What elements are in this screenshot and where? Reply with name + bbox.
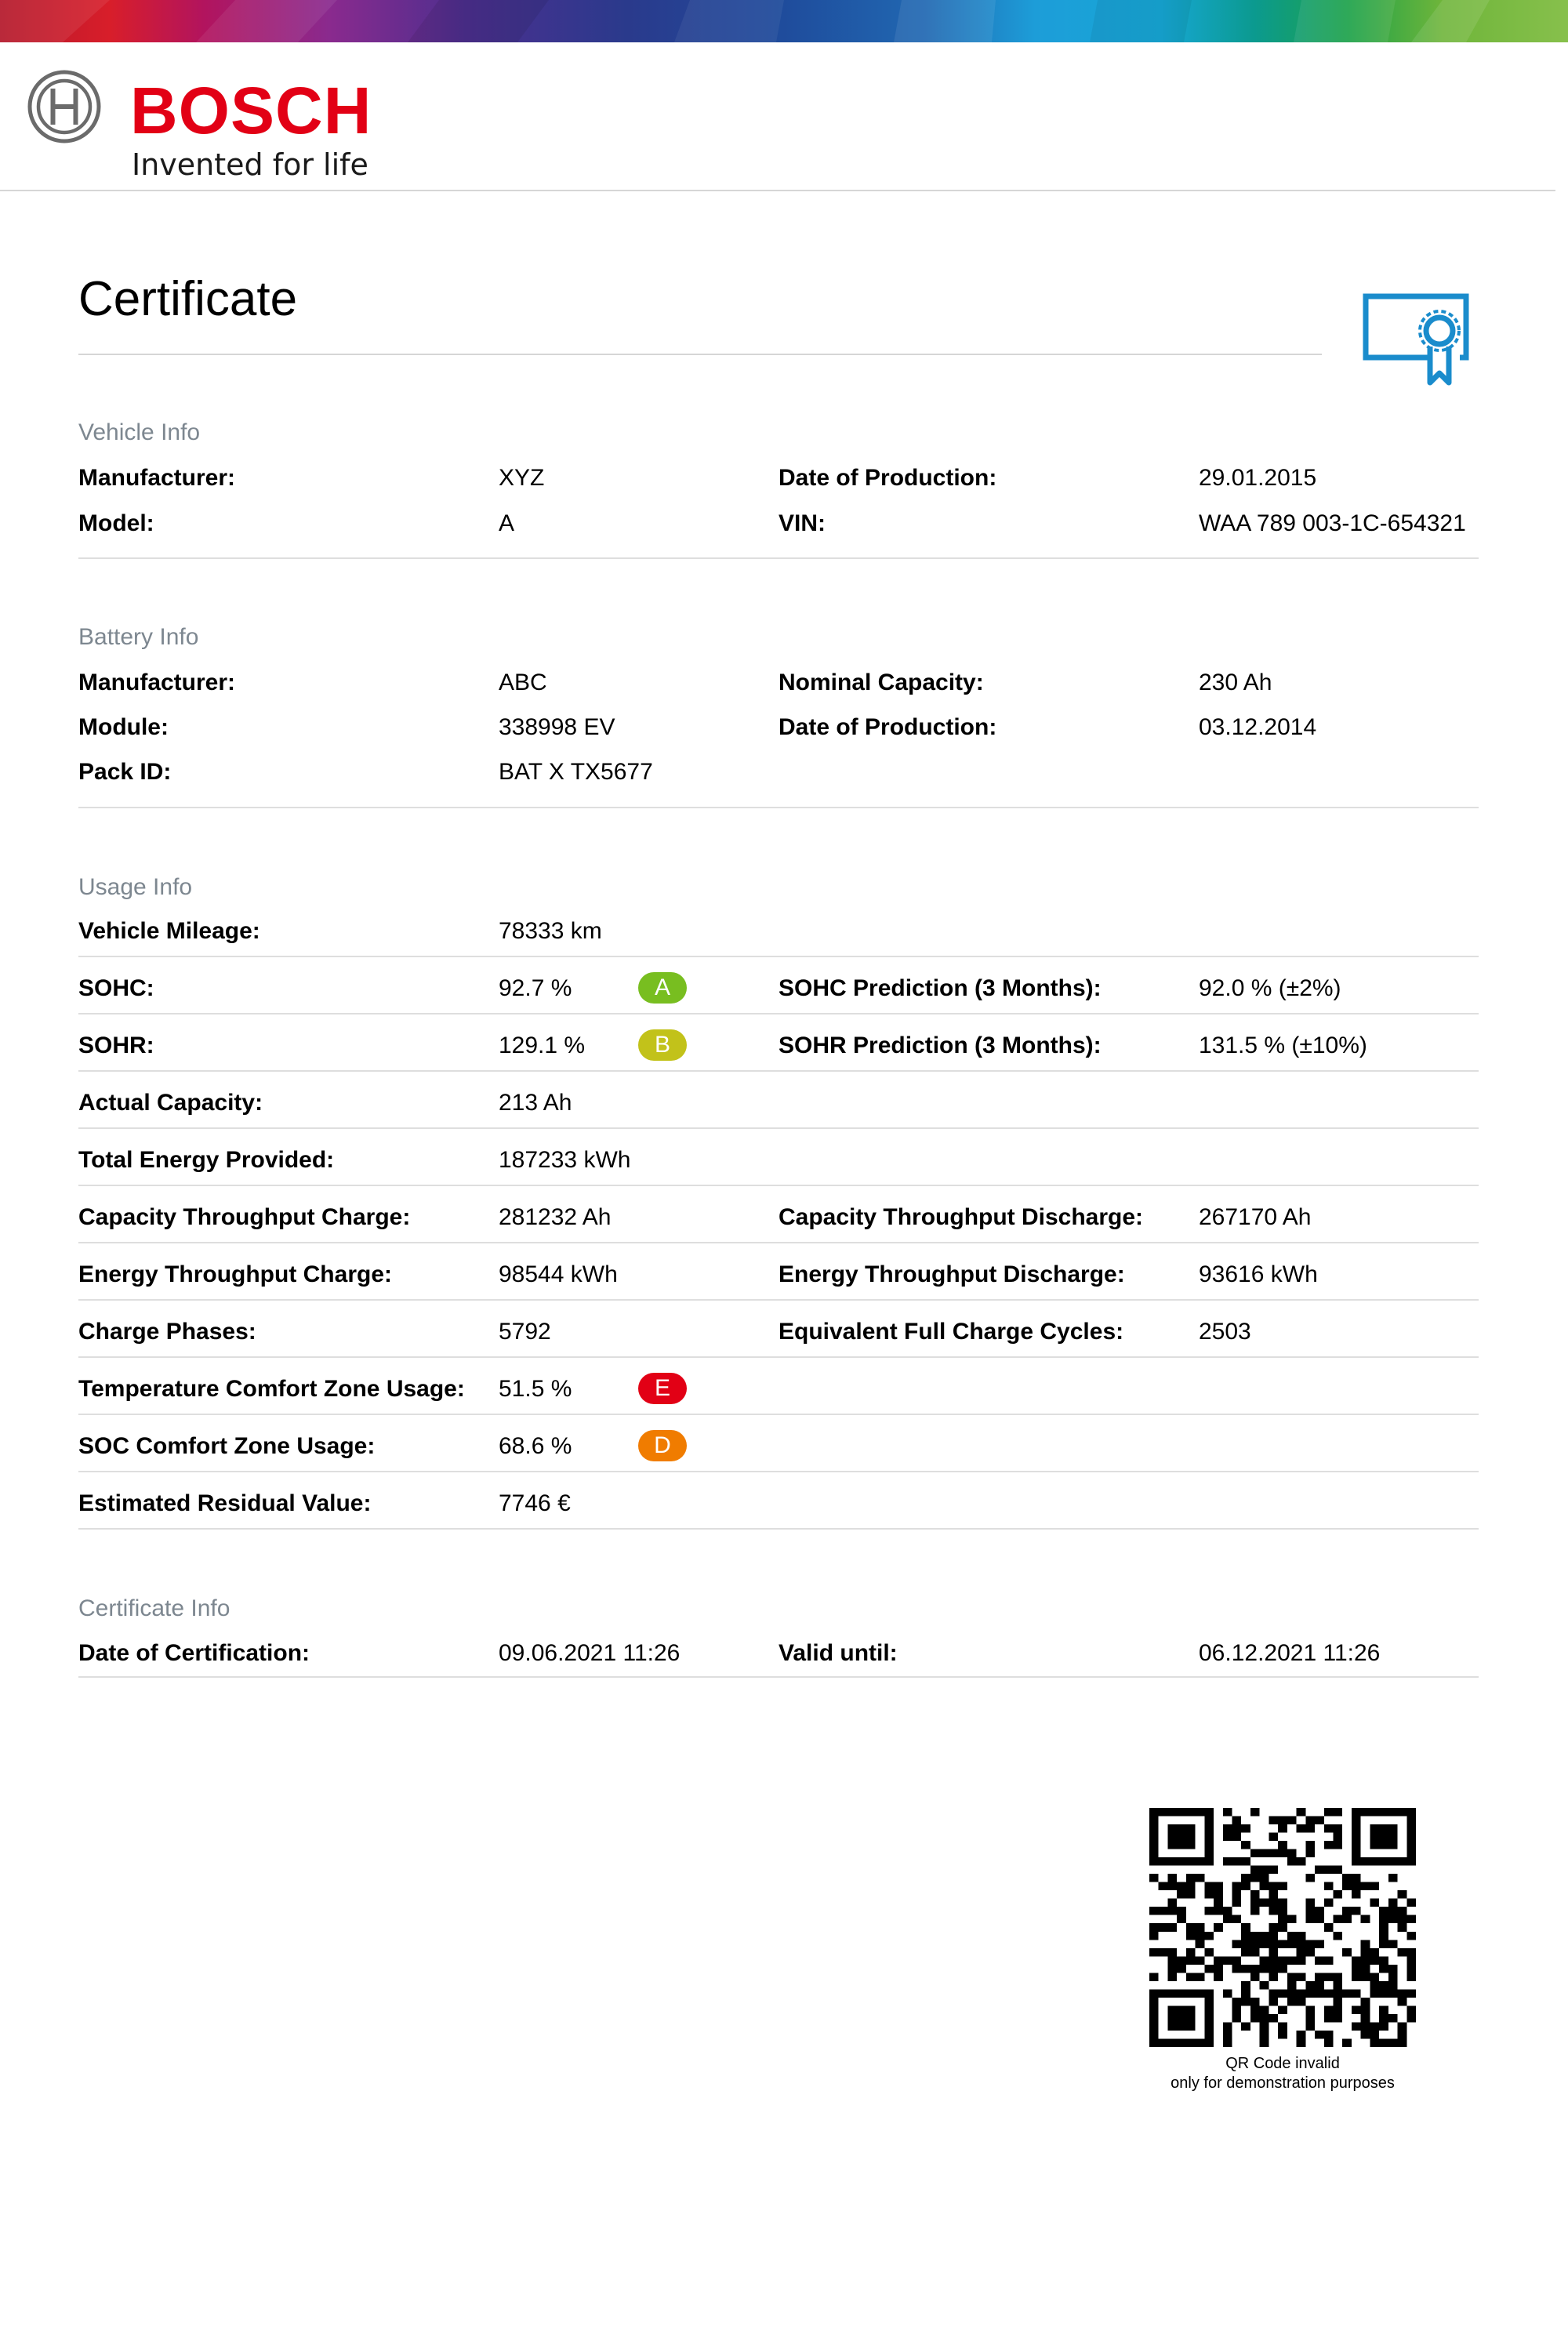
title-divider <box>78 354 1322 355</box>
page-title: Certificate <box>78 272 298 326</box>
brand-tagline: Invented for life <box>132 147 368 182</box>
field-label: Estimated Residual Value: <box>78 1490 372 1516</box>
field-label: Date of Production: <box>779 465 997 491</box>
usage-row-total-energy <box>78 1146 1479 1186</box>
section-divider <box>78 807 1479 808</box>
field-label: SOHR Prediction (3 Months): <box>779 1033 1102 1058</box>
field-label: Nominal Capacity: <box>779 670 984 695</box>
field-value: WAA 789 003-1C-654321 <box>1199 510 1466 536</box>
field-value: 338998 EV <box>499 714 615 740</box>
field-label: Model: <box>78 510 154 536</box>
field-label: Charge Phases: <box>78 1319 256 1345</box>
field-value: 68.6 % <box>499 1433 572 1459</box>
field-value: 09.06.2021 11:26 <box>499 1640 681 1666</box>
field-value: 06.12.2021 11:26 <box>1199 1640 1381 1666</box>
battery-row-pack-id <box>78 758 1479 813</box>
section-divider <box>78 557 1479 559</box>
field-label: Capacity Throughput Charge: <box>78 1204 411 1230</box>
field-label: SOHC: <box>78 975 154 1001</box>
section-title-certificate: Certificate Info <box>78 1595 230 1621</box>
certificate-icon <box>1361 292 1471 389</box>
field-label: Module: <box>78 714 169 740</box>
field-label: SOHC Prediction (3 Months): <box>779 975 1102 1001</box>
field-value: 213 Ah <box>499 1090 572 1116</box>
qr-code-icon <box>1149 1808 1416 2047</box>
field-label: Manufacturer: <box>78 670 236 695</box>
usage-row-energy-throughput <box>78 1261 1479 1301</box>
usage-row-actual-capacity <box>78 1089 1479 1129</box>
usage-row-mileage <box>78 917 1479 957</box>
field-label: Valid until: <box>779 1640 898 1666</box>
field-label: Vehicle Mileage: <box>78 918 260 944</box>
field-value: 29.01.2015 <box>1199 465 1317 491</box>
field-label: Capacity Throughput Discharge: <box>779 1204 1144 1230</box>
grade-badge: D <box>638 1430 687 1461</box>
field-value: 187233 kWh <box>499 1147 631 1173</box>
field-value: 267170 Ah <box>1199 1204 1312 1230</box>
field-label: Actual Capacity: <box>78 1090 263 1116</box>
field-label: Equivalent Full Charge Cycles: <box>779 1319 1124 1345</box>
bosch-armature-icon <box>27 69 102 144</box>
field-value: 281232 Ah <box>499 1204 612 1230</box>
field-label: Energy Throughput Charge: <box>78 1261 392 1287</box>
usage-row-soc-comfort <box>78 1432 1479 1472</box>
field-label: Total Energy Provided: <box>78 1147 335 1173</box>
field-label: SOHR: <box>78 1033 154 1058</box>
field-label: VIN: <box>779 510 826 536</box>
field-value: 98544 kWh <box>499 1261 618 1287</box>
vehicle-row-model <box>78 510 1479 564</box>
field-value: 5792 <box>499 1319 551 1345</box>
field-value: BAT X TX5677 <box>499 759 653 785</box>
field-value: 51.5 % <box>499 1376 572 1402</box>
usage-row-capacity-throughput <box>78 1203 1479 1243</box>
field-label: Pack ID: <box>78 759 172 785</box>
field-value: ABC <box>499 670 547 695</box>
field-value: 78333 km <box>499 918 602 944</box>
certificate-row-dates <box>78 1639 1479 1678</box>
field-value: 92.0 % (±2%) <box>1199 975 1341 1001</box>
grade-badge: E <box>638 1373 687 1404</box>
section-title-usage: Usage Info <box>78 874 193 900</box>
usage-row-temperature-comfort <box>78 1375 1479 1415</box>
field-label: SOC Comfort Zone Usage: <box>78 1433 376 1459</box>
qr-note-line2: only for demonstration purposes <box>1171 2074 1395 2092</box>
brand-name: BOSCH <box>130 74 372 147</box>
usage-row-sohr <box>78 1032 1479 1072</box>
brand-color-stripe <box>0 0 1568 42</box>
field-value: 93616 kWh <box>1199 1261 1318 1287</box>
field-value: 03.12.2014 <box>1199 714 1317 740</box>
field-value: 92.7 % <box>499 975 572 1001</box>
field-label: Temperature Comfort Zone Usage: <box>78 1376 465 1402</box>
grade-badge: A <box>638 972 687 1004</box>
qr-note-line1: QR Code invalid <box>1225 2055 1340 2072</box>
field-value: 230 Ah <box>1199 670 1272 695</box>
usage-row-sohc <box>78 975 1479 1014</box>
field-value: 7746 € <box>499 1490 571 1516</box>
field-label: Date of Certification: <box>78 1640 310 1666</box>
field-label: Manufacturer: <box>78 465 236 491</box>
section-title-battery: Battery Info <box>78 624 199 650</box>
section-title-vehicle: Vehicle Info <box>78 419 201 445</box>
usage-row-residual-value <box>78 1490 1479 1530</box>
qr-code-note <box>1126 2054 1439 2093</box>
field-value: 2503 <box>1199 1319 1251 1345</box>
brand-header <box>0 42 1555 191</box>
field-value: 131.5 % (±10%) <box>1199 1033 1367 1058</box>
field-value: XYZ <box>499 465 545 491</box>
usage-row-charge-phases <box>78 1318 1479 1358</box>
field-value: 129.1 % <box>499 1033 586 1058</box>
field-label: Date of Production: <box>779 714 997 740</box>
field-label: Energy Throughput Discharge: <box>779 1261 1125 1287</box>
field-value: A <box>499 510 515 536</box>
grade-badge: B <box>638 1029 687 1061</box>
